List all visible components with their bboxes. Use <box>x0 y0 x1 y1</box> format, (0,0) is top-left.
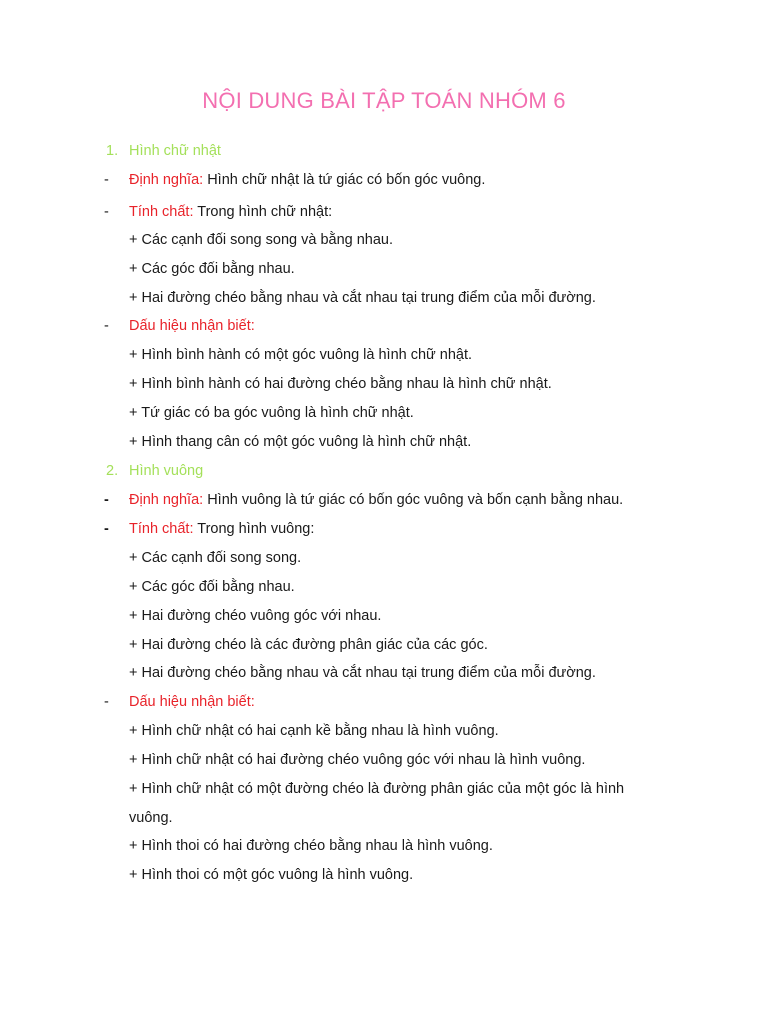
list-item: + Hình chữ nhật có hai cạnh kề bằng nhau là hình vuông. <box>129 723 499 739</box>
section-heading: Hình vuông <box>129 463 204 479</box>
list-item: + Hình thang cân có một góc vuông là hình chữ nhật. <box>129 434 472 450</box>
properties-line <box>129 202 332 222</box>
list-item: + Hai đường chéo là các đường phân giác của các góc. <box>129 637 488 653</box>
section-number: 1. <box>106 143 119 159</box>
properties-label: Tính chất: <box>129 204 194 220</box>
properties-label: Tính chất: <box>129 521 194 537</box>
definition-label: Định nghĩa: <box>129 172 204 188</box>
list-item: + Các góc đối bằng nhau. <box>129 261 295 277</box>
list-item: + Hình thoi có hai đường chéo bằng nhau là hình vuông. <box>129 838 493 854</box>
bullet-dash: - <box>104 521 109 537</box>
list-item-continuation: vuông. <box>129 810 173 826</box>
list-item: + Hình bình hành có hai đường chéo bằng nhau là hình chữ nhật. <box>129 376 552 392</box>
definition-line <box>129 170 485 190</box>
list-item: + Tứ giác có ba góc vuông là hình chữ nhật. <box>129 405 414 421</box>
properties-text: Trong hình vuông: <box>193 521 315 537</box>
properties-line <box>129 519 314 539</box>
bullet-dash: - <box>104 694 109 710</box>
definition-text: Hình chữ nhật là tứ giác có bốn góc vuông. <box>203 172 486 188</box>
list-item: + Hai đường chéo vuông góc với nhau. <box>129 608 382 624</box>
bullet-dash: - <box>104 318 109 334</box>
list-item: + Hình thoi có một góc vuông là hình vuông. <box>129 867 414 883</box>
definition-line <box>129 490 623 510</box>
bullet-dash: - <box>104 172 109 188</box>
section-heading: Hình chữ nhật <box>129 143 221 159</box>
list-item: + Các góc đối bằng nhau. <box>129 579 295 595</box>
list-item: + Hai đường chéo bằng nhau và cắt nhau tại trung điểm của mỗi đường. <box>129 665 596 681</box>
list-item: + Các cạnh đối song song và bằng nhau. <box>129 232 394 248</box>
properties-text: Trong hình chữ nhật: <box>193 204 333 220</box>
bullet-dash: - <box>104 204 109 220</box>
list-item: + Hình chữ nhật có một đường chéo là đường phân giác của một góc là hình <box>129 781 625 797</box>
list-item: + Hình chữ nhật có hai đường chéo vuông góc với nhau là hình vuông. <box>129 752 586 768</box>
signs-label: Dấu hiệu nhận biết: <box>129 694 255 710</box>
list-item: + Hai đường chéo bằng nhau và cắt nhau tại trung điểm của mỗi đường. <box>129 290 596 306</box>
definition-label: Định nghĩa: <box>129 492 204 508</box>
signs-label: Dấu hiệu nhận biết: <box>129 318 255 334</box>
bullet-dash: - <box>104 492 109 508</box>
list-item: + Hình bình hành có một góc vuông là hình chữ nhật. <box>129 347 473 363</box>
list-item: + Các cạnh đối song song. <box>129 550 302 566</box>
section-number: 2. <box>106 463 119 479</box>
page-title: NỘI DUNG BÀI TẬP TOÁN NHÓM 6 <box>202 88 566 113</box>
definition-text: Hình vuông là tứ giác có bốn góc vuông và bốn cạnh bằng nhau. <box>203 492 624 508</box>
